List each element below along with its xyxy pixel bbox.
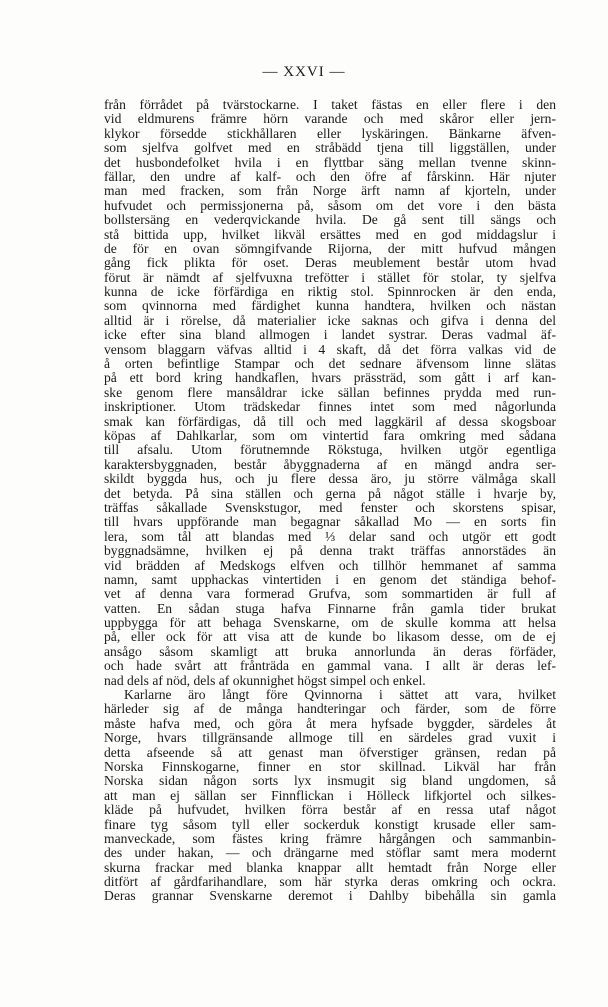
text-line: som qvinnorna med färdighet kunna handtera, hvilken och nästan [104, 299, 556, 314]
text-line: det husbondefolket hvila i en flyttbar säng mellan tvenne skinn- [104, 155, 556, 170]
text-line: namn, samt upphackas vintertiden i en genom det ständiga behof- [104, 572, 556, 587]
page-number: — XXVI — [262, 64, 346, 80]
text-line: bollstersäng en vederqvickande hvila. De gå sent till sängs och [104, 213, 556, 228]
text-line: Norska Finnskogarne, finner en stor skillnad. Likväl har från [104, 759, 556, 774]
text-line: alltid är i rörelse, då materialier icke saknas och gifva i denna del [104, 313, 556, 328]
text-line: på, eller ock för att visa att de kunde bo likasom desse, om de ej [104, 630, 556, 645]
text-line: till hvars uppförande man begagnar såkallad Mo — en sorts fin [104, 515, 556, 530]
text-line: karaktersbyggnaden, består åbyggnaderna af en mängd andra ser- [104, 457, 556, 472]
text-line: icke efter sina bland allmogen i landet systrar. Deras vadmal äf- [104, 328, 556, 343]
text-line: vid brädden af Medskogs elfven och tillhör hemmanet af samma [104, 558, 556, 573]
text-line: måste hafva med, och göra åt mera hyfsade byggder, särdeles åt [104, 716, 556, 731]
text-line: ditfört af gårdfarihandlare, som här styrka deras omkring och ockra. [104, 875, 556, 890]
text-line: träffas såkallade Svenskstugor, med fenster och skorstens spisar, [104, 500, 556, 515]
text-line: hufvudet och permissjonerna på, såsom om det vore i den bästa [104, 198, 556, 213]
text-line: lera, som tål att blandas med ⅓ delar sand och utgör ett godt [104, 529, 556, 544]
text-line: ansågo såsom skamligt att bruka annorlunda än deras förfäder, [104, 644, 556, 659]
text-line: Karlarne äro långt före Qvinnorna i sättet att vara, hvilket [124, 688, 556, 703]
text-line: kunna de icke förfärdiga en riktig stol. Spinnrocken är den enda, [104, 285, 556, 300]
text-line: des under hakan, — och drängarne med stöflar samt mera modernt [104, 846, 556, 861]
text-line: att man ej sällan ser Finnflickan i Hölleck lifkjortel och silkes- [104, 788, 556, 803]
text-line: Norska sidan någon sorts lyx insmugit sig bland ungdomen, så [104, 774, 556, 789]
text-line: köpas af Dahlkarlar, som om vintertid fara omkring med sådana [104, 428, 556, 443]
text-line: detta afseende så att genast man öfverstiger gränsen, redan på [104, 745, 556, 760]
text-line: man med fracken, som från Norge ärft namn af kjorteln, under [104, 184, 556, 199]
text-line: å orten befintlige Stampar och det sednare äfvensom linne slätas [104, 357, 556, 372]
text-line: inskriptioner. Utom trädskedar finnes intet som med någorlunda [104, 400, 556, 415]
text-line: och hade svårt att frånträda en gammal vana. I allt är deras lef- [104, 659, 556, 674]
text-line: förut är nämdt af sjelfvuxna trefötter i stället för stolar, ty sjelfva [104, 270, 556, 285]
text-line: som sjelfva golfvet med en stråbädd tjena till liggställen, under [104, 141, 556, 156]
text-line: vet af denna vara formerad Grufva, som sommartiden är full af [104, 587, 556, 602]
text-line: stå bittida upp, hvilket likväl ersättes med en god middagslur i [104, 227, 556, 242]
text-line: gång fick plikta för oset. Deras meublement består utom hvad [104, 256, 556, 271]
text-line: byggnadsämne, hvilken ej på denna trakt träffas annorstädes än [104, 544, 556, 559]
text-line: fällar, den undre af kalf- och den öfre af fårskinn. Här njuter [104, 169, 556, 184]
text-line: Deras grannar Svenskarne deremot i Dahlby bibehålla sin gamla [104, 889, 556, 904]
text-line: finare tyg såsom tyll eller sockerduk konstigt krusade eller sam- [104, 817, 556, 832]
text-line: vid eldmurens främre hörn varande och med skåror eller jern- [104, 112, 556, 127]
text-line: de för en ovan sömngifvande Rijorna, der mitt hufvud mången [104, 241, 556, 256]
text-line: skurna frackar med blanka knappar allt hemtadt från Norge eller [104, 860, 556, 875]
text-line: till afsalu. Utom förutnemnde Rökstuga, hvilken utgör egentliga [104, 443, 556, 458]
text-line: klykor försedde stickhållaren eller lyskäringen. Bänkarne äfven- [104, 126, 556, 141]
text-line: smak kan förfärdigas, då till och med laggkäril af dessa skogsboar [104, 414, 556, 429]
text-line: manveckade, som fästes kring främre hårgången och sammanbin- [104, 831, 556, 846]
text-line: Norge, hvars tillgränsande allmoge till en särdeles grad vuxit i [104, 731, 556, 746]
text-line: härleder sig af de många handteringar och färder, som de förre [104, 702, 556, 717]
text-line: från förrådet på tvärstockarne. I taket fästas en eller flere i den [104, 98, 556, 112]
text-line: på ett bord kring handkaflen, hvars prässträd, som gått i arf kan- [104, 371, 556, 386]
text-line: vatten. En sådan stuga hafva Finnarne från gamla tider brukat [104, 601, 556, 616]
text-line: det betyda. På sina ställen och gerna på något ställe i hvarje by, [104, 486, 556, 501]
text-line: uppbygga för att behaga Svenskarne, om de skulle komma att helsa [104, 616, 556, 631]
text-line: skildt byggda hus, och ju flere dessa äro, ju större välmåga skall [104, 472, 556, 487]
text-line: ske genom flere mansåldrar icke sällan befinnes prydda med run- [104, 385, 556, 400]
text-line: vensom blaggarn väfvas alltid i 4 skaft, då det förra valkas vid de [104, 342, 556, 357]
text-line: kläde på hufvudet, hvilken förra består af en ressa utaf något [104, 803, 556, 818]
body-text [104, 98, 556, 904]
text-line: nad dels af nöd, dels af okunnighet högst simpel och enkel. [104, 673, 426, 688]
